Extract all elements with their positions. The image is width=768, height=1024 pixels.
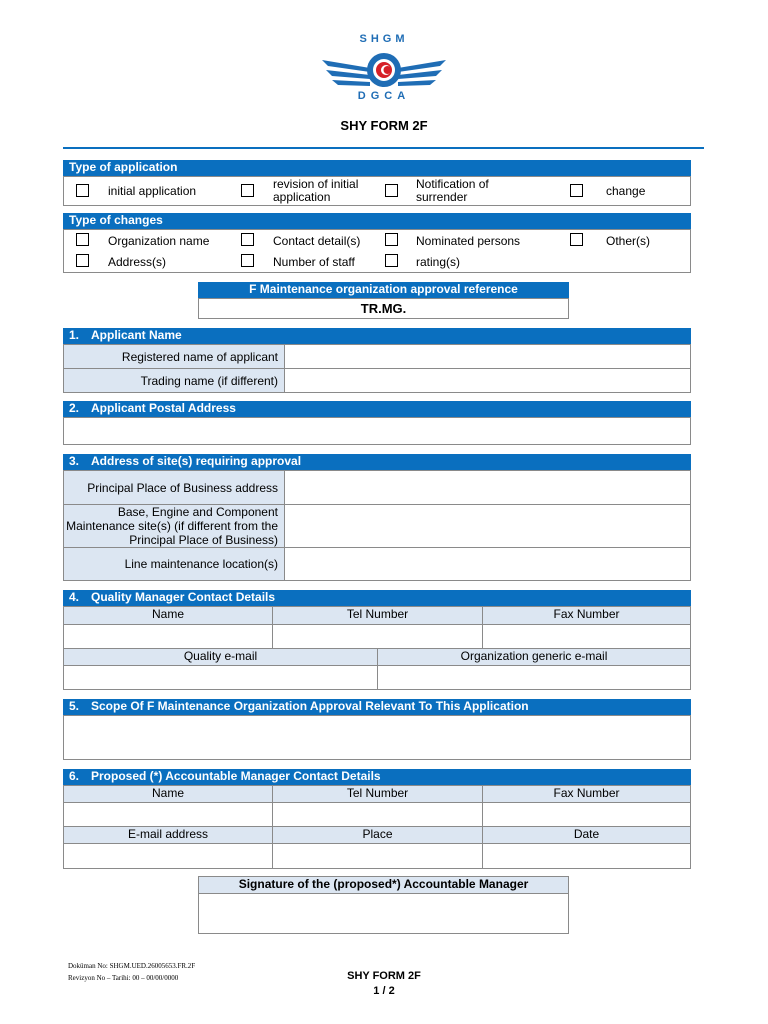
option-organization-name: Organization name bbox=[108, 234, 210, 248]
title-divider bbox=[63, 147, 704, 149]
form-title: SHY FORM 2F bbox=[340, 118, 428, 133]
am-date-header: Date bbox=[482, 826, 691, 844]
am-tel-header: Tel Number bbox=[272, 785, 483, 803]
logo-top-text: SHGM bbox=[359, 33, 409, 45]
approval-reference-header: F Maintenance organization approval reference bbox=[198, 282, 569, 298]
am-email-header: E-mail address bbox=[63, 826, 273, 844]
qm-name-field[interactable] bbox=[63, 624, 273, 649]
registered-name-field[interactable] bbox=[284, 344, 691, 369]
checkbox-revision[interactable] bbox=[241, 184, 254, 197]
checkbox-contact-details[interactable] bbox=[241, 233, 254, 246]
checkbox-addresses[interactable] bbox=[76, 254, 89, 267]
checkbox-nominated-persons[interactable] bbox=[385, 233, 398, 246]
section3-title: Address of site(s) requiring approval bbox=[91, 454, 302, 468]
am-fax-field[interactable] bbox=[482, 802, 691, 827]
section5-title: Scope Of F Maintenance Organization Approval Relevant To This Application bbox=[91, 699, 529, 713]
principal-place-field[interactable] bbox=[284, 470, 691, 505]
qm-name-header: Name bbox=[63, 606, 273, 625]
am-name-field[interactable] bbox=[63, 802, 273, 827]
generic-email-header: Organization generic e-mail bbox=[377, 648, 691, 666]
qm-fax-header: Fax Number bbox=[482, 606, 691, 625]
section6-number: 6. bbox=[69, 769, 80, 783]
option-ratings: rating(s) bbox=[416, 255, 461, 269]
am-fax-header: Fax Number bbox=[482, 785, 691, 803]
postal-address-field[interactable] bbox=[63, 417, 691, 445]
section1-number: 1. bbox=[69, 328, 80, 342]
scope-field[interactable] bbox=[63, 715, 691, 760]
option-others: Other(s) bbox=[606, 234, 651, 248]
checkbox-others[interactable] bbox=[570, 233, 583, 246]
am-date-field[interactable] bbox=[482, 843, 691, 869]
signature-header: Signature of the (proposed*) Accountable Manager bbox=[198, 876, 569, 894]
qm-tel-header: Tel Number bbox=[272, 606, 483, 625]
section4-header bbox=[63, 590, 691, 606]
checkbox-ratings[interactable] bbox=[385, 254, 398, 267]
line-maintenance-label: Line maintenance location(s) bbox=[63, 547, 285, 581]
option-revision: revision of initial application bbox=[273, 177, 359, 204]
type-of-changes-header: Type of changes bbox=[63, 213, 691, 229]
principal-place-label: Principal Place of Business address bbox=[63, 470, 285, 505]
section1-header bbox=[63, 328, 691, 344]
checkbox-organization-name[interactable] bbox=[76, 233, 89, 246]
dgca-logo bbox=[318, 30, 450, 106]
footer-revision: Revizyon No – Tarihi: 00 – 00/00/0000 bbox=[68, 974, 179, 982]
section6-title: Proposed (*) Accountable Manager Contact Details bbox=[91, 769, 381, 783]
checkbox-change[interactable] bbox=[570, 184, 583, 197]
quality-email-field[interactable] bbox=[63, 665, 378, 690]
section4-number: 4. bbox=[69, 590, 80, 604]
section6-header bbox=[63, 769, 691, 785]
generic-email-field[interactable] bbox=[377, 665, 691, 690]
checkbox-surrender[interactable] bbox=[385, 184, 398, 197]
option-contact-details: Contact detail(s) bbox=[273, 234, 361, 248]
qm-fax-field[interactable] bbox=[482, 624, 691, 649]
checkbox-initial-application[interactable] bbox=[76, 184, 89, 197]
approval-reference-value[interactable]: TR.MG. bbox=[198, 298, 569, 319]
base-site-field[interactable] bbox=[284, 504, 691, 548]
option-change: change bbox=[606, 184, 646, 198]
option-initial-application: initial application bbox=[108, 184, 197, 198]
trading-name-label: Trading name (if different) bbox=[63, 368, 285, 393]
trading-name-field[interactable] bbox=[284, 368, 691, 393]
section2-title: Applicant Postal Address bbox=[91, 401, 236, 415]
footer-doc-no: Doküman No: SHGM.UED.26005653.FR.2F bbox=[68, 962, 196, 970]
section5-number: 5. bbox=[69, 699, 80, 713]
option-nominated-persons: Nominated persons bbox=[416, 234, 521, 248]
type-of-application-header: Type of application bbox=[63, 160, 691, 176]
section4-title: Quality Manager Contact Details bbox=[91, 590, 276, 604]
option-number-of-staff: Number of staff bbox=[273, 255, 355, 269]
option-addresses: Address(s) bbox=[108, 255, 167, 269]
checkbox-number-of-staff[interactable] bbox=[241, 254, 254, 267]
am-place-field[interactable] bbox=[272, 843, 483, 869]
section3-header bbox=[63, 454, 691, 470]
section2-number: 2. bbox=[69, 401, 80, 415]
section3-number: 3. bbox=[69, 454, 80, 468]
section2-header bbox=[63, 401, 691, 417]
footer-form: SHY FORM 2F bbox=[347, 970, 421, 982]
am-name-header: Name bbox=[63, 785, 273, 803]
option-surrender: Notification of surrender bbox=[416, 177, 489, 204]
base-site-label: Base, Engine and Component Maintenance site(s) (if different from the Principal Place of Business) bbox=[63, 504, 285, 548]
registered-name-label: Registered name of applicant bbox=[63, 344, 285, 369]
quality-email-header: Quality e-mail bbox=[63, 648, 378, 666]
logo-bottom-text: DGCA bbox=[357, 90, 411, 102]
signature-field[interactable] bbox=[198, 893, 569, 934]
footer-page: 1 / 2 bbox=[373, 985, 395, 997]
qm-tel-field[interactable] bbox=[272, 624, 483, 649]
am-email-field[interactable] bbox=[63, 843, 273, 869]
section1-title: Applicant Name bbox=[91, 328, 182, 342]
am-place-header: Place bbox=[272, 826, 483, 844]
line-maintenance-field[interactable] bbox=[284, 547, 691, 581]
section5-header bbox=[63, 699, 691, 715]
am-tel-field[interactable] bbox=[272, 802, 483, 827]
